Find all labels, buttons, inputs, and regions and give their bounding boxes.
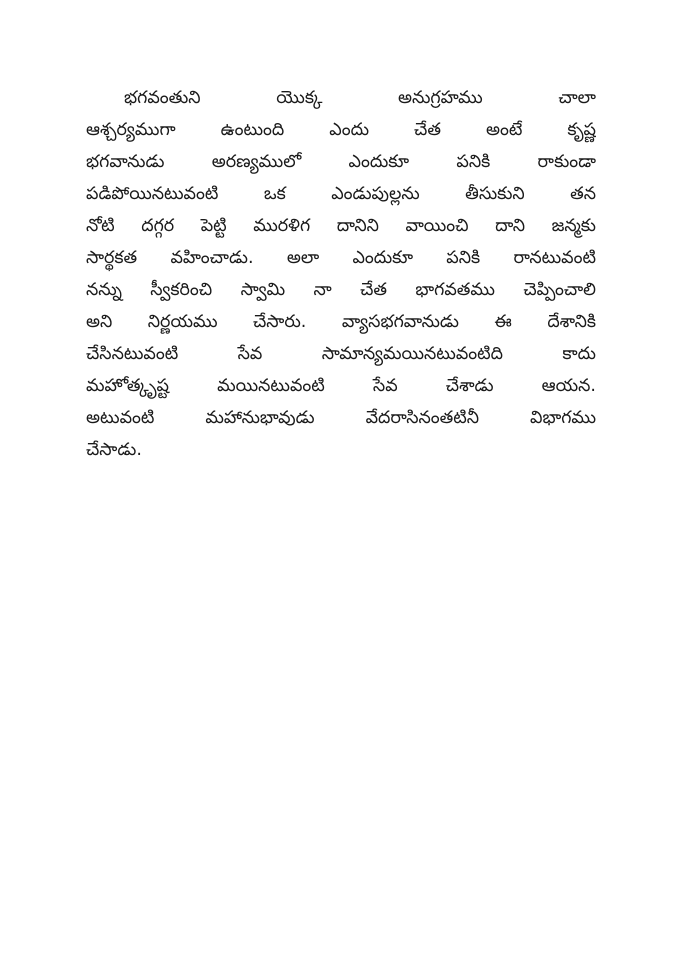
paragraph-line: చేసినటువంటి సేవ సామాన్యమయినటువంటిది కాదు (86, 344, 596, 364)
paragraph-line: ఆశ్చర్యముగా ఉంటుంది ఎందు చేత అంటే కృష్ణ (86, 120, 596, 140)
paragraph-line: చేసాడు. (86, 440, 142, 460)
paragraph-line: భగవానుడు అరణ్యములో ఎందుకూ పనికి రాకుండా (86, 152, 596, 172)
paragraph-line: అటువంటి మహానుభావుడు వేదరాసినంతటినీ విభాగము (86, 408, 596, 428)
paragraph-line: మహోత్కృష్ట మయినటువంటి సేవ చేశాడు ఆయన. (86, 376, 596, 396)
body-paragraph (86, 82, 596, 466)
paragraph-line: సార్థకత వహించాడు. అలా ఎందుకూ పనికి రానటువంటి (86, 248, 596, 268)
paragraph-line: నోటి దగ్గర పెట్టి మురళిగ దానిని వాయించి దాని జన్మకు (86, 216, 596, 236)
paragraph-line: అని నిర్ణయము చేసారు. వ్యాసభగవానుడు ఈ దేశానికి (86, 312, 596, 332)
paragraph-line: నన్ను స్వీకరించి స్వామి నా చేత భాగవతము చెప్పించాలి (86, 280, 596, 300)
paragraph-line: పడిపోయినటువంటి ఒక ఎండుపుల్లను తీసుకుని తన (86, 184, 596, 204)
paragraph-line: భగవంతుని యొక్క అనుగ్రహము చాలా (124, 88, 596, 108)
